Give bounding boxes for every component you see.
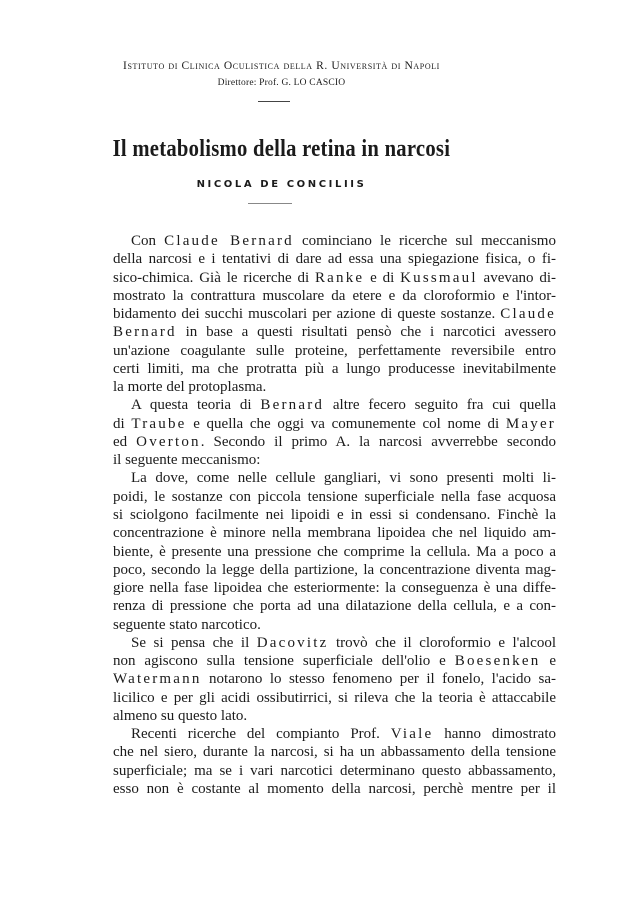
- text-line: [113, 415, 556, 433]
- text-line: [113, 287, 556, 305]
- text-line: [113, 433, 556, 451]
- spaced-name: Claude: [500, 306, 556, 323]
- text-line: [113, 506, 556, 524]
- text-segment: almeno su questo lato.: [113, 707, 248, 724]
- text-segment: concentrazione è minore nella membrana lipoidea che nel liquido am-: [113, 525, 556, 542]
- text-line: [113, 725, 556, 743]
- text-segment: ed: [113, 433, 137, 450]
- text-line: [113, 707, 556, 725]
- text-line: [113, 305, 556, 323]
- text-segment: hanno dimostrato: [433, 726, 556, 743]
- institute-heading: Istituto di Clinica Oculistica della R. Università di Napoli: [123, 60, 440, 72]
- text-segment: A questa teoria di: [131, 397, 261, 414]
- text-segment: notarono lo stesso fenomeno per il fonelo, l'acido sa-: [201, 671, 556, 688]
- text-segment: certi limiti, ma che protratta più a lungo producesse inevitabilmente: [113, 360, 556, 377]
- text-line: [113, 597, 556, 615]
- text-segment: La dove, come nelle cellule gangliari, vi sono presenti molti li-: [131, 470, 556, 487]
- text-segment: licilico e per gli acidi ossibutirrici, si rileva che la teoria è attaccabile: [113, 689, 556, 706]
- text-line: [113, 396, 556, 414]
- text-segment: poco, secondo la legge della partizione, la concentrazione diventa mag-: [113, 561, 556, 578]
- text-segment: che nel siero, durante la narcosi, si ha un abbassamento della tensione: [113, 744, 556, 761]
- text-segment: Recenti ricerche del compianto Prof.: [131, 726, 391, 743]
- text-segment: seguente stato narcotico.: [113, 616, 261, 633]
- text-segment: poidi, le sostanze con piccola tensione superficiale nella fase acquosa: [113, 488, 556, 505]
- spaced-name: Overton: [136, 433, 201, 450]
- spaced-name: Claude Bernard: [164, 233, 294, 249]
- text-line: [113, 269, 556, 287]
- text-line: [113, 342, 556, 360]
- spaced-name: Ranke: [314, 269, 365, 286]
- spaced-name: Watermann: [113, 671, 202, 688]
- text-segment: superficiale; ma se i vari narcotici determinano questo abbassamento,: [113, 762, 556, 779]
- text-line: [113, 616, 556, 634]
- text-line: [113, 469, 556, 487]
- text-segment: sico-chimica. Già le ricerche di: [113, 269, 315, 286]
- director-line: Direttore: Prof. G. LO CASCIO: [217, 78, 346, 88]
- spaced-name: Bernard: [113, 324, 177, 341]
- text-segment: si sciolgono facilmente nei lipoidi e in essi si condensano. Finchè la: [113, 506, 556, 523]
- article-title: Il metabolismo della retina in narcosi: [112, 136, 451, 162]
- text-line: [113, 561, 556, 579]
- text-segment: e: [540, 653, 556, 670]
- text-line: [113, 378, 556, 396]
- text-segment: . Secondo il primo A. la narcosi avverrebbe secondo: [200, 433, 556, 450]
- text-segment: e di: [364, 269, 401, 286]
- spaced-name: Traube: [131, 415, 187, 432]
- text-line: [113, 634, 556, 652]
- text-line: [113, 451, 556, 469]
- text-line: [113, 543, 556, 561]
- text-line: [113, 670, 556, 688]
- text-segment: il seguente meccanismo:: [113, 452, 261, 469]
- article-author: NICOLA DE CONCILIIS: [196, 179, 367, 190]
- text-segment: non agiscono sulla tensione superficiale dell'olio e: [113, 653, 455, 670]
- text-line: [113, 488, 556, 506]
- text-line: [113, 323, 556, 341]
- text-segment: trovò che il cloroformio e l'alcool: [328, 634, 556, 651]
- text-segment: Se si pensa che il: [131, 634, 257, 651]
- text-segment: mostrato la contrattura muscolare da etere e da cloroformio e l'intor-: [113, 287, 556, 304]
- text-line: [113, 689, 556, 707]
- text-line: [113, 250, 556, 268]
- spaced-name: Boesenken: [454, 653, 541, 670]
- text-segment: esso non è costante al momento della narcosi, perchè mentre per il: [113, 780, 556, 797]
- text-line: [113, 579, 556, 597]
- spaced-name: Viale: [390, 726, 434, 743]
- text-line: [113, 524, 556, 542]
- text-line: [113, 743, 556, 761]
- text-segment: e quella che oggi va comunemente col nome di: [186, 415, 506, 432]
- text-line: [113, 780, 556, 798]
- spaced-name: Mayer: [505, 415, 556, 432]
- text-segment: della narcosi e i tentativi di dare ad essa una spiegazione fisica, o fi-: [113, 251, 556, 268]
- spaced-name: Dacovitz: [256, 634, 329, 651]
- spaced-name: Kussmaul: [400, 269, 478, 286]
- article-body: [113, 232, 556, 798]
- text-line: [113, 762, 556, 780]
- author-divider: [248, 203, 292, 204]
- text-segment: Con: [131, 233, 165, 249]
- text-line: [113, 232, 556, 250]
- text-segment: la morte del protoplasma.: [113, 379, 267, 396]
- text-segment: di: [113, 415, 132, 432]
- text-segment: in base a questi risultati pensò che i narcotici avessero: [176, 324, 556, 341]
- text-line: [113, 360, 556, 378]
- text-segment: giore nella fase lipoidea che esteriormente: la conseguenza è una diffe-: [113, 580, 556, 597]
- spaced-name: Bernard: [260, 397, 325, 414]
- text-line: [113, 652, 556, 670]
- text-segment: cominciano le ricerche sul meccanismo: [293, 233, 556, 249]
- text-segment: avevano di-: [477, 269, 557, 286]
- text-segment: un'azione coagulante sulle proteine, perfettamente reversibile entro: [113, 342, 556, 359]
- text-segment: altre fecero seguito fra cui quella: [324, 397, 557, 414]
- text-segment: renza di pressione che porta ad una dilatazione della cellula, e a con-: [113, 598, 556, 615]
- header-divider: [258, 101, 290, 102]
- text-segment: biente, è presente una pressione che comprime la cellula. Ma a poco a: [113, 543, 556, 560]
- text-segment: bidamento dei succhi muscolari per azione di queste sostanze.: [113, 306, 501, 323]
